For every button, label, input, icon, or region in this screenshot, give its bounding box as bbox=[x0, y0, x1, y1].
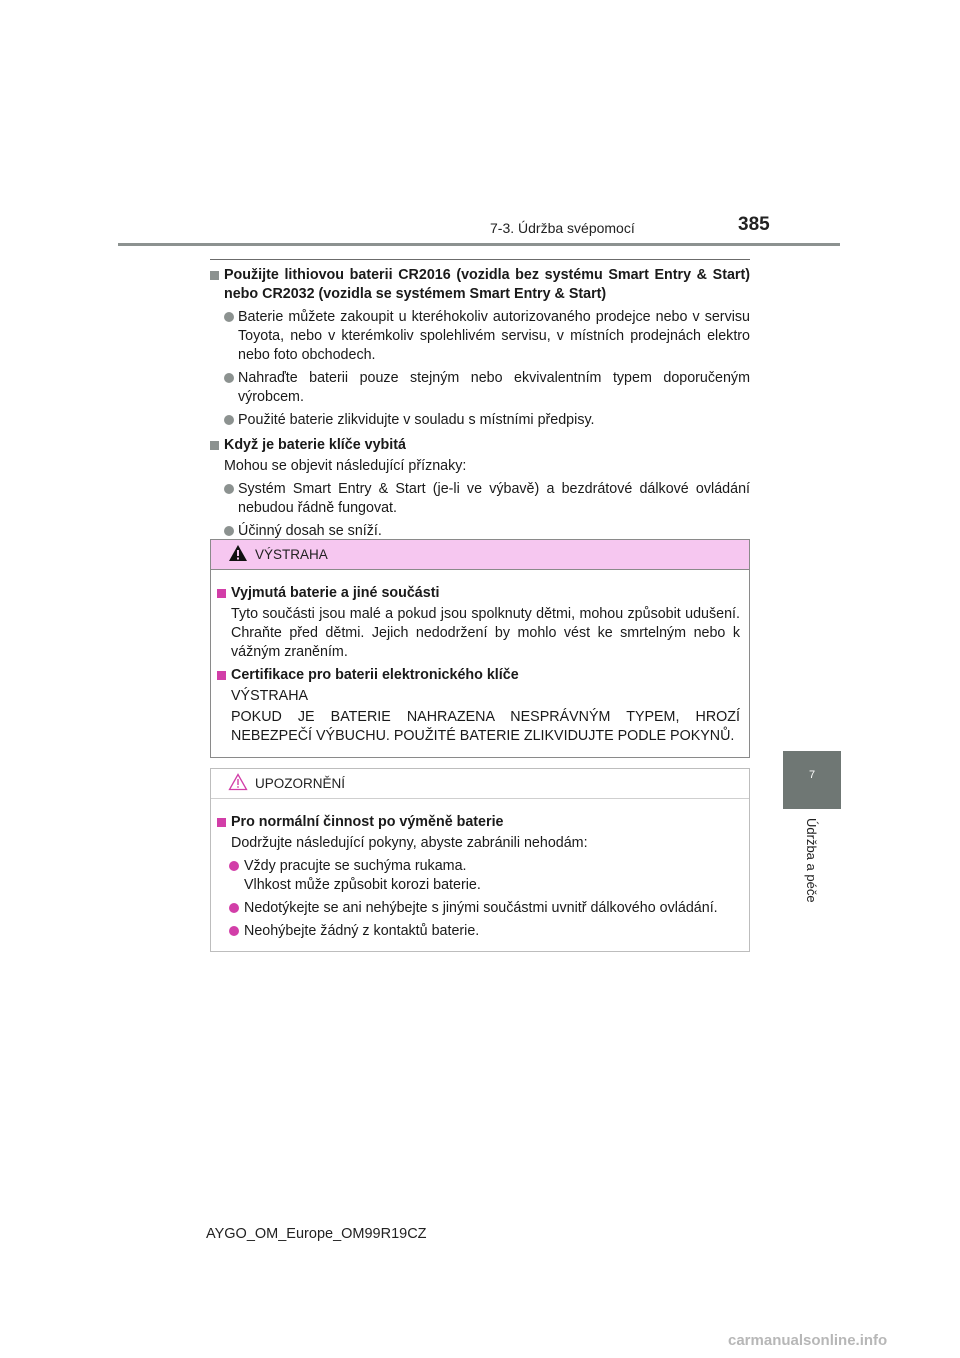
list-item bbox=[217, 857, 740, 895]
caution-box-body bbox=[211, 799, 749, 941]
round-bullet-icon bbox=[229, 903, 239, 913]
warning-box-title: VÝSTRAHA bbox=[255, 547, 328, 562]
square-bullet-icon bbox=[217, 589, 226, 598]
list-item-text: Nedotýkejte se ani nehýbejte s jinými součástmi uvnitř dálkového ovládání. bbox=[244, 900, 718, 916]
header-rule bbox=[118, 243, 840, 246]
warning-heading bbox=[217, 584, 740, 603]
dead-battery-intro: Mohou se objevit následující příznaky: bbox=[224, 458, 467, 474]
warning-heading bbox=[217, 666, 740, 685]
list-item-text: Vždy pracujte se suchýma rukama. bbox=[244, 858, 467, 874]
battery-type-heading bbox=[210, 266, 750, 304]
list-item-subtext: Vlhkost může způsobit korozi baterie. bbox=[244, 877, 481, 893]
caution-intro: Dodržujte následující pokyny, abyste zabránili nehodám: bbox=[231, 835, 588, 851]
round-bullet-icon bbox=[224, 312, 234, 322]
caution-box-header bbox=[211, 769, 749, 799]
document-code: AYGO_OM_Europe_OM99R19CZ bbox=[206, 1226, 427, 1242]
caution-box bbox=[210, 768, 750, 952]
square-bullet-icon bbox=[217, 818, 226, 827]
square-bullet-icon bbox=[217, 671, 226, 680]
chapter-number: 7 bbox=[808, 769, 816, 781]
list-item-text: Použité baterie zlikvidujte v souladu s místními předpisy. bbox=[238, 412, 595, 428]
dead-battery-heading-text: Když je baterie klíče vybitá bbox=[224, 437, 406, 453]
list-item-text: Baterie můžete zakoupit u kteréhokoliv autorizovaného prodejce nebo v servisu Toyota, nebo v kterémkoliv spolehlivém servisu, v místních prodejnách elektro nebo foto obchodech. bbox=[238, 309, 750, 363]
warning-paragraph: POKUD JE BATERIE NAHRAZENA NESPRÁVNÝM TYPEM, HROZÍ NEBEZPEČÍ VÝBUCHU. POUŽITÉ BATERIE ZLIKVIDUJTE PODLE POKYNŮ. bbox=[231, 709, 740, 744]
warning-box bbox=[210, 539, 750, 758]
square-bullet-icon bbox=[210, 441, 219, 450]
page-number: 385 bbox=[738, 214, 770, 235]
content-rule bbox=[210, 259, 750, 260]
list-item bbox=[210, 308, 750, 365]
caution-triangle-icon bbox=[228, 773, 248, 791]
round-bullet-icon bbox=[229, 926, 239, 936]
list-item bbox=[217, 922, 740, 941]
section-title: 7-3. Údržba svépomocí bbox=[490, 220, 635, 236]
warning-box-header bbox=[211, 540, 749, 570]
warning-heading-text: Vyjmutá baterie a jiné součásti bbox=[231, 585, 440, 601]
warning-triangle-icon bbox=[228, 544, 248, 562]
list-item bbox=[210, 480, 750, 518]
round-bullet-icon bbox=[224, 373, 234, 383]
list-item-text: Nahraďte baterii pouze stejným nebo ekvivalentním typem doporučeným výrobcem. bbox=[238, 370, 750, 405]
warning-heading-text: Certifikace pro baterii elektronického klíče bbox=[231, 667, 519, 683]
round-bullet-icon bbox=[224, 526, 234, 536]
watermark: carmanualsonline.info bbox=[728, 1332, 888, 1349]
list-item-text: Účinný dosah se sníží. bbox=[238, 523, 382, 539]
square-bullet-icon bbox=[210, 271, 219, 280]
caution-heading bbox=[217, 813, 740, 832]
battery-type-heading-text: Použijte lithiovou baterii CR2016 (vozidla bez systému Smart Entry & Start) nebo CR2032 (vozidla se systémem Smart Entry & Start) bbox=[224, 267, 750, 302]
warning-box-body bbox=[211, 570, 749, 746]
main-content bbox=[210, 266, 750, 541]
warning-paragraph: VÝSTRAHA bbox=[231, 688, 309, 704]
warning-paragraph: Tyto součásti jsou malé a pokud jsou spolknuty dětmi, mohou způsobit udušení. Chraňte před dětmi. Jejich nedodržení by mohlo vést ke smrtelným nebo k vážným zraněním. bbox=[231, 606, 740, 660]
chapter-tab bbox=[783, 751, 841, 809]
dead-battery-heading bbox=[210, 436, 750, 455]
round-bullet-icon bbox=[224, 415, 234, 425]
chapter-label: Údržba a péče bbox=[804, 818, 819, 903]
list-item-text: Systém Smart Entry & Start (je-li ve výbavě) a bezdrátové dálkové ovládání nebudou řádně fungovat. bbox=[238, 481, 750, 516]
caution-box-title: UPOZORNĚNÍ bbox=[255, 776, 346, 791]
caution-heading-text: Pro normální činnost po výměně baterie bbox=[231, 814, 504, 830]
list-item bbox=[217, 899, 740, 918]
round-bullet-icon bbox=[224, 484, 234, 494]
list-item bbox=[210, 369, 750, 407]
list-item bbox=[210, 411, 750, 430]
round-bullet-icon bbox=[229, 861, 239, 871]
list-item-text: Neohýbejte žádný z kontaktů baterie. bbox=[244, 923, 480, 939]
